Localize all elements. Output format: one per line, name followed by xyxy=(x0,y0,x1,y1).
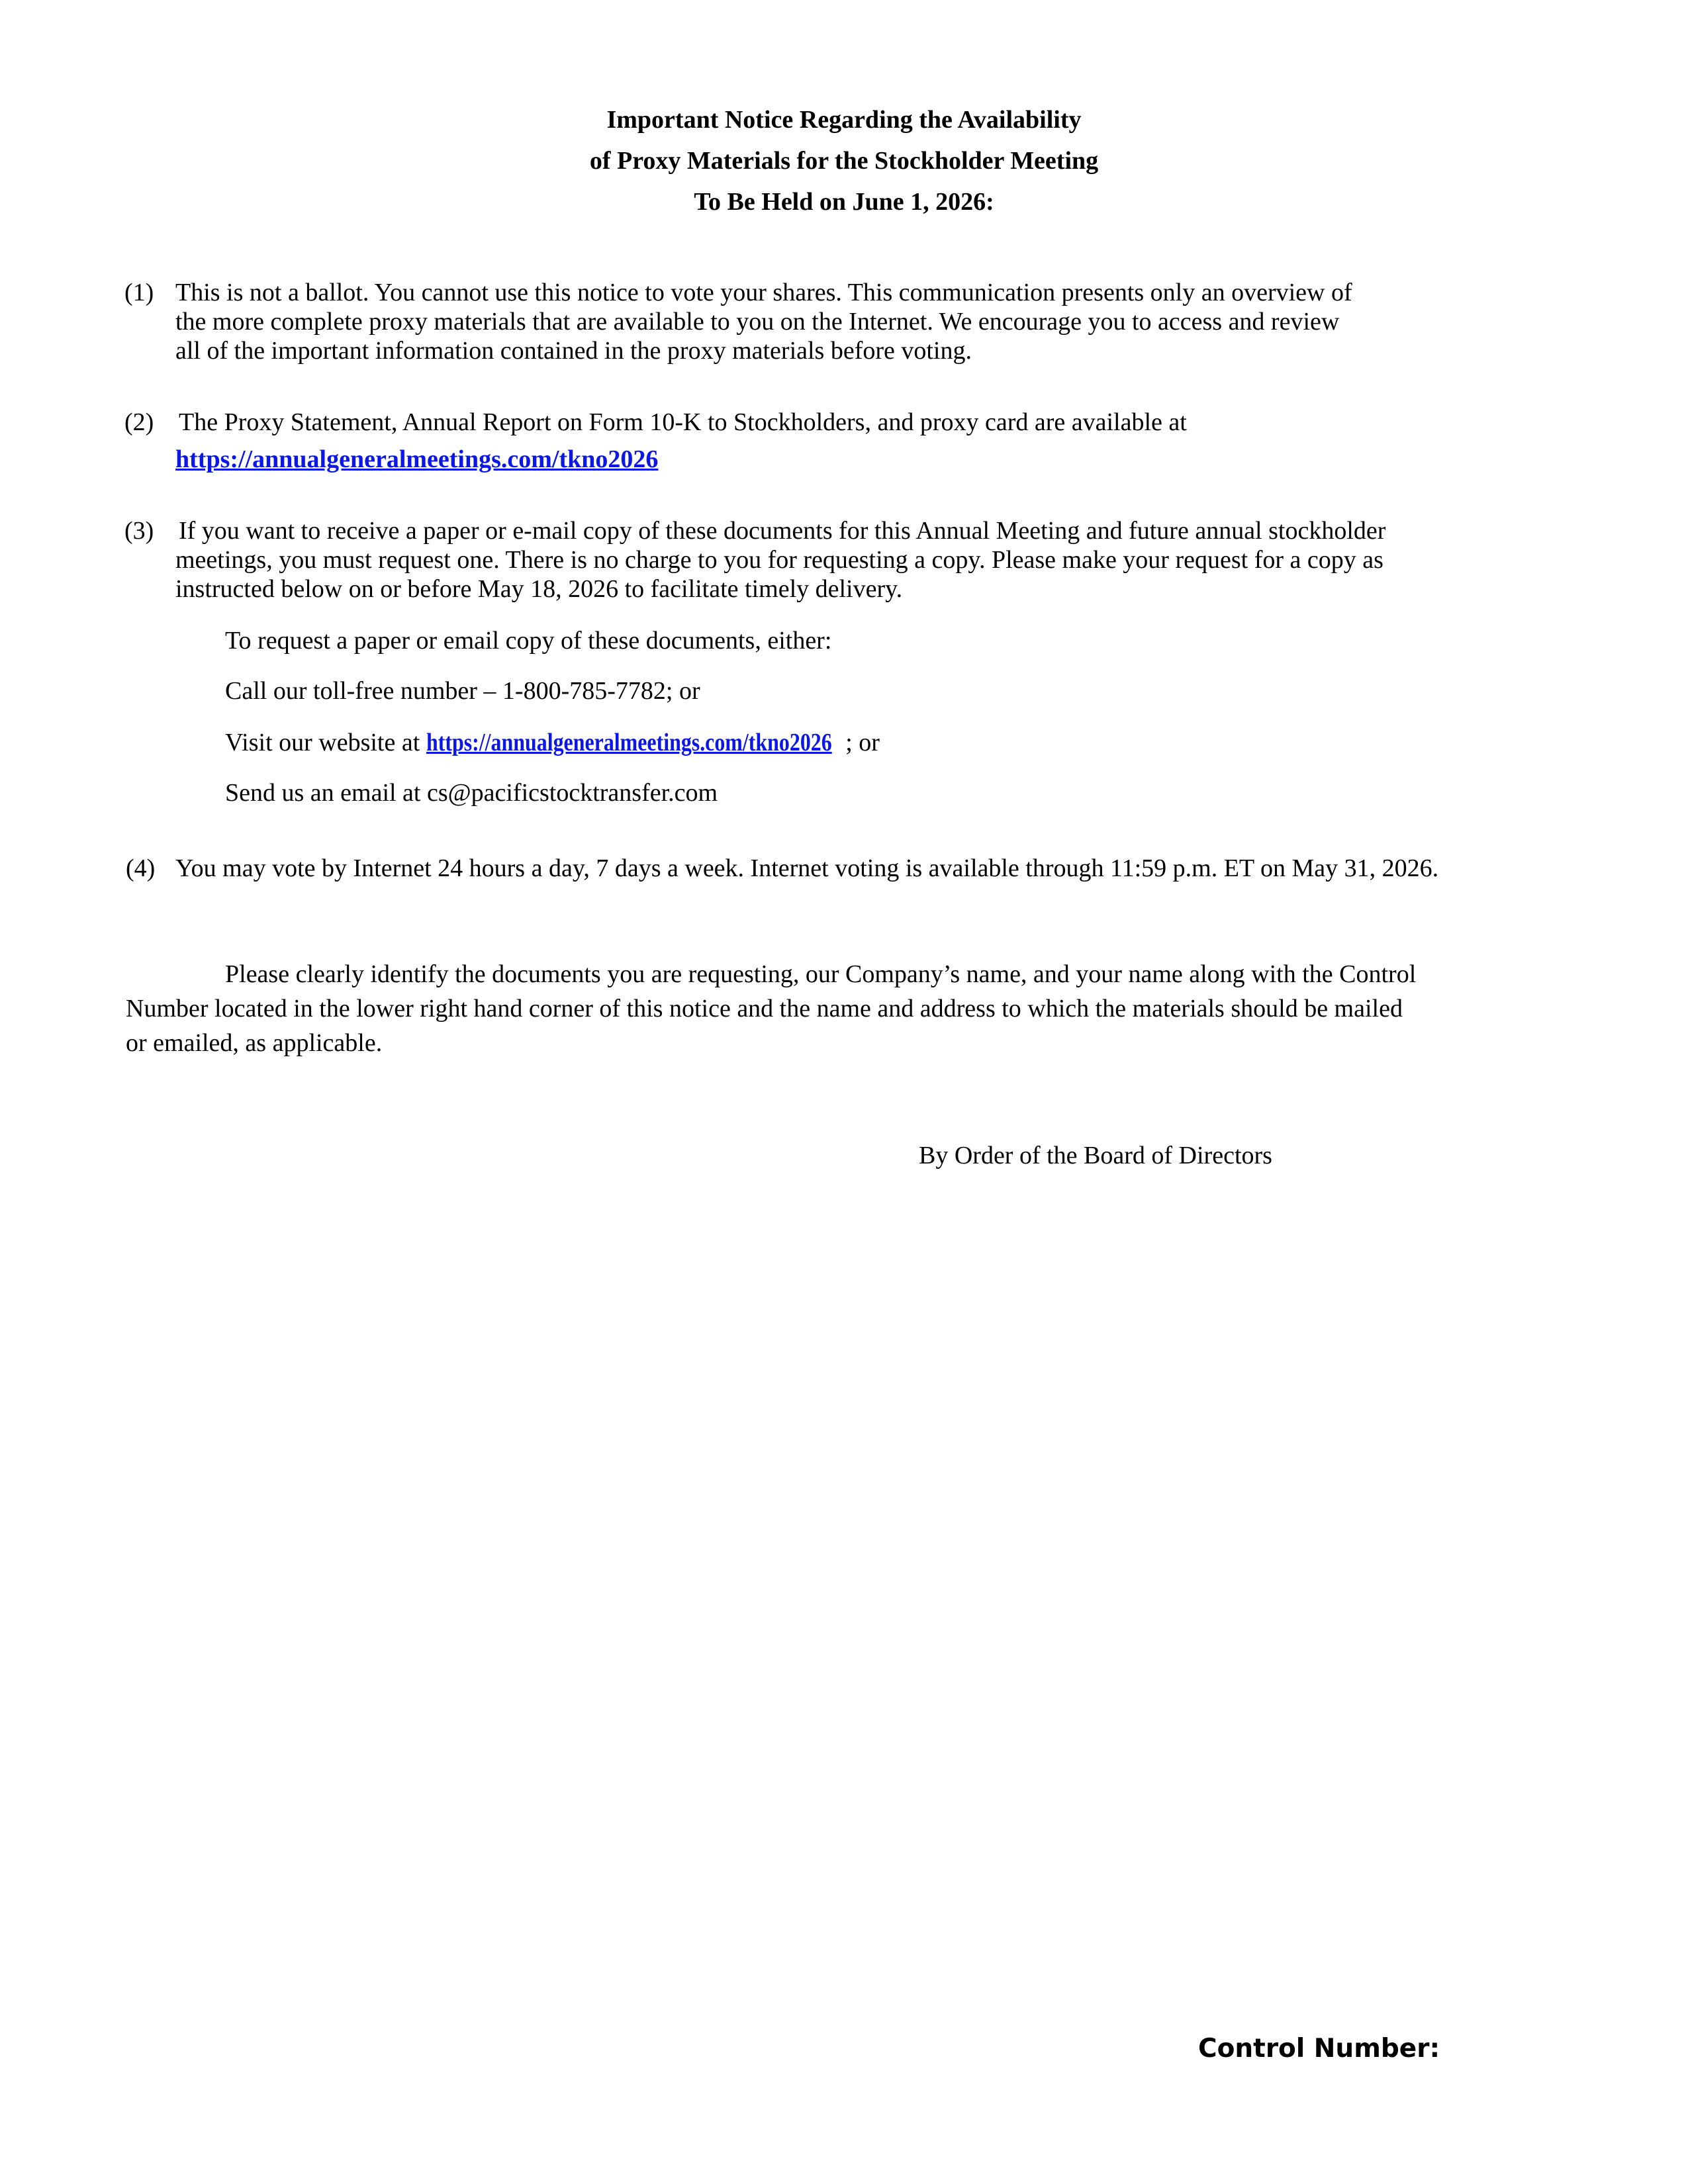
item-3-line-1: If you want to receive a paper or e-mail copy of these documents for this Annual Meeting and future annual stockholder xyxy=(179,517,1386,545)
item-4-text: You may vote by Internet 24 hours a day, 7 days a week. Internet voting is available through 11:59 p.m. ET on May 31, 2026. xyxy=(175,854,1439,882)
title-line-1: Important Notice Regarding the Availability xyxy=(606,106,1082,134)
visit-website xyxy=(225,728,880,757)
visit-prefix: Visit our website at xyxy=(225,729,426,756)
item-1-number: (1) xyxy=(124,279,154,306)
request-intro: To request a paper or email copy of these documents, either: xyxy=(225,627,832,655)
board-signature: By Order of the Board of Directors xyxy=(919,1142,1272,1169)
proxy-materials-link[interactable]: https://annualgeneralmeetings.com/tkno2026 xyxy=(175,445,659,473)
closing-line-1: Please clearly identify the documents you are requesting, our Company’s name, and your name along with the Control xyxy=(225,960,1417,988)
call-toll-free: Call our toll-free number – 1-800-785-7782; or xyxy=(225,677,700,705)
email-contact: Send us an email at cs@pacificstocktransfer.com xyxy=(225,779,718,807)
closing-line-2: Number located in the lower right hand corner of this notice and the name and address to which the materials should be mailed xyxy=(126,995,1403,1023)
item-3-line-3: instructed below on or before May 18, 2026 to facilitate timely delivery. xyxy=(175,575,903,603)
item-1-line-2: the more complete proxy materials that are available to you on the Internet. We encourage you to access and review xyxy=(175,308,1340,336)
item-2-line-1: The Proxy Statement, Annual Report on Form 10-K to Stockholders, and proxy card are available at xyxy=(179,408,1187,436)
control-number-label: Control Number: xyxy=(1198,2034,1440,2064)
item-1-line-1: This is not a ballot. You cannot use this notice to vote your shares. This communication presents only an overview of xyxy=(175,279,1352,306)
item-3-number: (3) xyxy=(124,517,154,545)
item-4-number: (4) xyxy=(126,854,156,882)
closing-line-3: or emailed, as applicable. xyxy=(126,1029,383,1057)
item-1-line-3: all of the important information contained in the proxy materials before voting. xyxy=(175,337,972,365)
title-line-3: To Be Held on June 1, 2026: xyxy=(694,188,994,216)
website-link[interactable]: https://annualgeneralmeetings.com/tkno2026 xyxy=(426,729,832,756)
visit-suffix: ; or xyxy=(845,729,880,756)
notice-title xyxy=(0,99,1688,222)
item-3-line-2: meetings, you must request one. There is no charge to you for requesting a copy. Please make your request for a copy as xyxy=(175,546,1383,574)
title-line-2: of Proxy Materials for the Stockholder Meeting xyxy=(589,147,1099,175)
item-2-number: (2) xyxy=(124,408,154,436)
